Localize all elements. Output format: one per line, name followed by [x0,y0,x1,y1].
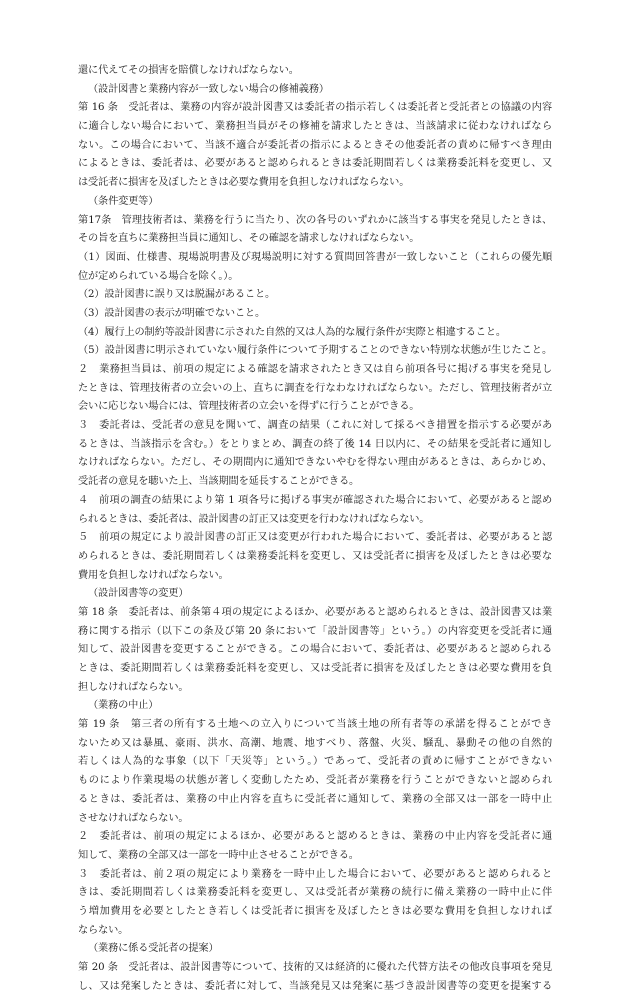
body-text-line: ない。この場合において、当該不適合が委託者の指示によるときその他委託者の責めに帰すべき理由 [78,139,552,151]
body-text-line: う増加費用を必要としたとき若しくは受託者に損害を及ぼしたときは必要な費用を負担しなければ [78,905,552,917]
body-text-line: （4）履行上の制約等設計図書に示された自然的又は人為的な履行条件が実際と相違すること。 [78,326,506,338]
body-text-line: められるときは、委託期間若しくは業務委託料を変更し、又は受託者に損害を及ぼしたときは必要な [78,550,552,562]
body-text-line: 第 18 条 委託者は、前条第４項の規定によるほか、必要があると認められるときは、設計図書又は業 [78,606,552,618]
body-text-line: 第 16 条 受託者は、業務の内容が設計図書又は委託者の指示若しくは委託者と受託者との協議の内容 [78,102,552,114]
body-text-line: （3）設計図書の表示が明確でないこと。 [78,307,266,319]
body-text-line: させなければならない。 [78,812,189,824]
body-text-line: 知して、設計図書を変更することができる。この場合において、委託者は、必要があると認められる [78,644,552,656]
body-text-line: なければならない。ただし、その期間内に通知できないやむを得ない理由があるときは、あらかじめ、 [78,457,552,469]
body-text-line: 若しくは人為的な事象（以下「天災等」という。）であって、受託者の責めに帰すことができない [78,756,552,768]
body-text-line: ときは、委託期間若しくは業務委託料を変更し、又は受託者に損害を及ぼしたときは必要な費用を負 [78,663,552,674]
body-text-line: 還に代えてその損害を賠償しなければならない。 [78,65,299,76]
body-text-line: ３ 委託者は、受託者の意見を聞いて、調査の結果（これに対して採るべき措置を指示する必要があ [78,420,552,432]
body-text-line: きは、委託期間若しくは業務委託料を変更し、又は受託者が業務の続行に備え業務の一時中止に伴 [78,887,552,899]
body-text-line: （1）図面、仕様書、現場説明書及び現場説明に対する質問回答書が一致しないこと（これらの優先順 [78,251,552,263]
body-text-line: たときは、管理技術者の立会いの上、直ちに調査を行なわなければならない。ただし、管理技術者が立 [78,382,552,394]
body-text-line: 担しなければならない。 [78,681,189,693]
body-text-line: ものにより作業現場の状態が著しく変動したため、受託者が業務を行うことができないと認められ [78,775,552,787]
body-text-line: ５ 前項の規定により設計図書の訂正又は変更が行われた場合において、委託者は、必要があると認 [78,532,552,544]
body-text-line: （5）設計図書に明示されていない履行条件について予期することのできない特別な状態が生じたこと。 [78,345,552,357]
body-text-line: ４ 前項の調査の結果により第 1 項各号に掲げる事実が確認された場合において、必要があると認め [78,494,552,506]
body-text-line: に適合しない場合において、業務担当員がその修補を請求したときは、当該請求に従わなければなら [78,121,552,133]
body-text-line: は受託者に損害を及ぼしたときは必要な費用を負担しなければならない。 [78,177,410,189]
document-page [78,62,552,996]
body-text-line: るときは、委託者は、業務の中止内容を直ちに受託者に通知して、業務の全部又は一部を一時中止 [78,793,552,805]
body-text-line: ２ 業務担当員は、前項の規定による確認を請求されたとき又は自ら前項各号に掲げる事実を発見し [78,364,552,375]
body-text-line: によるときは、委託者は、必要があると認められるときは委託期間若しくは業務委託料を変更し、又 [78,158,552,170]
body-text-line: ２ 委託者は、前項の規定によるほか、必要があると認めるときは、業務の中止内容を受託者に通 [78,831,552,843]
article-heading: （条件変更等） [88,195,159,207]
body-text-line: 費用を負担しなければならない。 [78,569,229,581]
body-text-line: 第 20 条 受託者は、設計図書等について、技術的又は経済的に優れた代替方法その他改良事項を発見 [78,962,552,973]
article-heading: （設計図書等の変更） [88,588,189,600]
body-text-line: 第17条 管理技術者は、業務を行うに当たり、次の各号のいずれかに該当する事実を発見したときは、 [78,214,552,226]
body-text-line: ３ 委託者は、前２項の規定により業務を一時中止した場合において、必要があると認められると [78,868,552,880]
body-text-line: その旨を直ちに業務担当員に通知し、その確認を請求しなければならない。 [78,233,420,245]
body-text-line: ないため又は暴風、豪雨、洪水、高潮、地震、地すべり、落盤、火災、騒乱、暴動その他の自然的 [78,737,552,749]
body-text-line: 位が定められている場合を除く。）。 [78,270,239,282]
body-text-line: 会いに応じない場合には、管理技術者の立会いを得ずに行うことができる。 [78,401,420,413]
body-text-line: 受託者の意見を聴いた上、当該期間を延長することができる。 [78,476,360,488]
body-text-line: し、又は発案したときは、委託者に対して、当該発見又は発案に基づき設計図書等の変更を提案する [78,980,552,992]
body-text-line: 第 19 条 第三者の所有する土地への立入りについて当該土地の所有者等の承諾を得ることができ [78,719,552,731]
body-text-line: 知して、業務の全部又は一部を一時中止させることができる。 [78,849,359,861]
article-heading: （業務の中止） [88,700,159,712]
body-text-line: るときは、当該指示を含む。）をとりまとめ、調査の終了後 14 日以内に、その結果を受託者に通知し [78,438,552,450]
body-text-line: られるときは、委託者は、設計図書の訂正又は変更を行わなければならない。 [78,513,430,525]
body-text-line: ならない。 [78,924,129,936]
body-text-line: 務に関する指示（以下この条及び第 20 条において「設計図書等」という。）の内容変更を受託者に通 [78,625,552,637]
article-heading: （設計図書と業務内容が一致しない場合の修補義務） [88,83,329,95]
body-text-line: （2）設計図書に誤り又は脱漏があること。 [78,289,276,301]
article-heading: （業務に係る受託者の提案） [88,943,219,955]
